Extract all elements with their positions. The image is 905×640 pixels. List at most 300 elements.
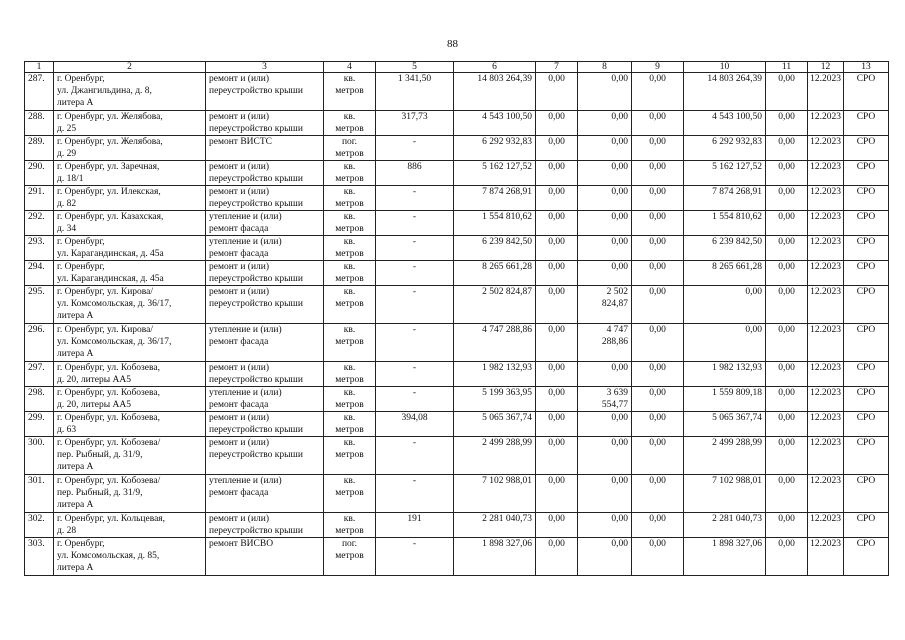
address-cell — [54, 513, 206, 538]
column-header: 12 — [808, 62, 844, 73]
value-cell-11: 0,00 — [766, 475, 808, 513]
address-cell-line: г. Оренбург, — [57, 74, 105, 84]
work-type-cell — [206, 161, 324, 186]
column-header: 5 — [376, 62, 454, 73]
quantity-cell: 191 — [376, 513, 454, 538]
unit-cell — [324, 286, 376, 324]
value-cell-11: 0,00 — [766, 538, 808, 576]
value-cell-9: 0,00 — [632, 437, 684, 475]
value-cell-10: 5 065 367,74 — [684, 412, 766, 437]
method-cell: СРО — [844, 324, 889, 362]
address-cell-line: литера А — [57, 563, 94, 573]
value-cell-11: 0,00 — [766, 513, 808, 538]
address-cell — [54, 161, 206, 186]
unit-cell — [324, 73, 376, 111]
address-cell — [54, 261, 206, 286]
value-cell-7: 0,00 — [536, 211, 578, 236]
address-cell-line: г. Оренбург, ул. Кобозева, — [57, 388, 160, 398]
table-row — [25, 73, 889, 111]
work-type-cell-line: утепление и (или) — [209, 325, 282, 335]
total-cost-cell: 7 102 988,01 — [454, 475, 536, 513]
unit-cell-line: метров — [335, 337, 364, 347]
quantity-cell: - — [376, 136, 454, 161]
total-cost-cell: 4 543 100,50 — [454, 111, 536, 136]
total-cost-cell: 8 265 661,28 — [454, 261, 536, 286]
unit-cell-line: кв. — [343, 237, 356, 247]
unit-cell-line: метров — [335, 149, 364, 159]
address-cell — [54, 186, 206, 211]
address-cell-line: д. 34 — [57, 224, 77, 234]
row-number-cell: 302. — [25, 513, 54, 538]
unit-cell-line: метров — [335, 86, 364, 96]
method-cell: СРО — [844, 362, 889, 387]
address-cell-line: г. Оренбург, — [57, 262, 105, 272]
unit-cell — [324, 111, 376, 136]
value-cell-8: 0,00 — [578, 513, 632, 538]
value-cell-7: 0,00 — [536, 387, 578, 412]
address-cell — [54, 412, 206, 437]
completion-date-cell: 12.2023 — [808, 387, 844, 412]
address-cell-line: г. Оренбург, ул. Кобозева, — [57, 363, 160, 373]
work-type-cell — [206, 538, 324, 576]
completion-date-cell: 12.2023 — [808, 538, 844, 576]
work-type-cell-line: переустройство крыши — [209, 299, 303, 309]
quantity-cell: - — [376, 211, 454, 236]
unit-cell-line: метров — [335, 450, 364, 460]
row-number-cell: 301. — [25, 475, 54, 513]
method-cell: СРО — [844, 475, 889, 513]
work-type-cell-line: утепление и (или) — [209, 388, 282, 398]
value-cell-7: 0,00 — [536, 161, 578, 186]
completion-date-cell: 12.2023 — [808, 211, 844, 236]
address-cell-line: ул. Карагандинская, д. 45а — [57, 249, 164, 259]
unit-cell-line: кв. — [343, 262, 356, 272]
value-cell-8: 0,00 — [578, 475, 632, 513]
work-type-cell-line: переустройство крыши — [209, 124, 303, 134]
completion-date-cell: 12.2023 — [808, 236, 844, 261]
row-number-cell: 288. — [25, 111, 54, 136]
value-cell-10: 6 239 842,50 — [684, 236, 766, 261]
quantity-cell: - — [376, 362, 454, 387]
address-cell-line: г. Оренбург, ул. Кобозева/ — [57, 438, 161, 448]
value-cell-10: 1 554 810,62 — [684, 211, 766, 236]
unit-cell-line: кв. — [343, 325, 356, 335]
address-cell-line: д. 82 — [57, 199, 77, 209]
value-cell-10: 7 102 988,01 — [684, 475, 766, 513]
address-cell — [54, 111, 206, 136]
address-cell — [54, 475, 206, 513]
completion-date-cell: 12.2023 — [808, 73, 844, 111]
unit-cell-line: метров — [335, 274, 364, 284]
value-cell-10: 14 803 264,39 — [684, 73, 766, 111]
address-cell — [54, 236, 206, 261]
row-number-cell: 292. — [25, 211, 54, 236]
total-cost-cell: 1 554 810,62 — [454, 211, 536, 236]
value-cell-8: 0,00 — [578, 261, 632, 286]
value-cell-9: 0,00 — [632, 111, 684, 136]
value-cell-10: 5 162 127,52 — [684, 161, 766, 186]
address-cell — [54, 362, 206, 387]
value-cell-7: 0,00 — [536, 324, 578, 362]
total-cost-cell: 6 292 932,83 — [454, 136, 536, 161]
value-cell-9: 0,00 — [632, 513, 684, 538]
unit-cell-line: метров — [335, 551, 364, 561]
quantity-cell: - — [376, 538, 454, 576]
table-row — [25, 437, 889, 475]
unit-cell-line: кв. — [343, 514, 356, 524]
work-type-cell-line: ремонт и (или) — [209, 74, 270, 84]
work-type-cell — [206, 362, 324, 387]
value-cell-11: 0,00 — [766, 362, 808, 387]
value-cell-9: 0,00 — [632, 236, 684, 261]
unit-cell-line: кв. — [343, 388, 356, 398]
address-cell-line: г. Оренбург, ул. Кольцевая, — [57, 514, 166, 524]
work-type-cell — [206, 136, 324, 161]
quantity-cell: - — [376, 261, 454, 286]
value-cell-11: 0,00 — [766, 387, 808, 412]
address-cell-line: г. Оренбург, ул. Кирова/ — [57, 325, 153, 335]
work-type-cell-line: ремонт и (или) — [209, 514, 270, 524]
quantity-cell: - — [376, 236, 454, 261]
quantity-cell: - — [376, 286, 454, 324]
work-type-cell-line: переустройство крыши — [209, 199, 303, 209]
work-type-cell-line: переустройство крыши — [209, 375, 303, 385]
address-cell — [54, 437, 206, 475]
method-cell: СРО — [844, 286, 889, 324]
work-type-cell-line: утепление и (или) — [209, 476, 282, 486]
total-cost-cell: 2 281 040,73 — [454, 513, 536, 538]
value-cell-9: 0,00 — [632, 161, 684, 186]
value-cell-7: 0,00 — [536, 73, 578, 111]
table-row — [25, 324, 889, 362]
row-number-cell: 287. — [25, 73, 54, 111]
unit-cell-line: кв. — [343, 287, 356, 297]
work-type-cell — [206, 513, 324, 538]
unit-cell-line: кв. — [343, 476, 356, 486]
unit-cell — [324, 261, 376, 286]
unit-cell — [324, 387, 376, 412]
address-cell-line: ул. Джангильдина, д. 8, — [57, 86, 152, 96]
unit-cell-line: метров — [335, 400, 364, 410]
value-cell-8: 4 747 288,86 — [578, 324, 632, 362]
table-row — [25, 211, 889, 236]
value-cell-9: 0,00 — [632, 211, 684, 236]
address-cell-line: д. 18/1 — [57, 174, 84, 184]
address-cell-line: литера А — [57, 311, 94, 321]
value-cell-8: 0,00 — [578, 412, 632, 437]
address-cell-line: г. Оренбург, ул. Заречная, — [57, 162, 160, 172]
address-cell-line: д. 20, литеры АА5 — [57, 400, 132, 410]
unit-cell-line: кв. — [343, 74, 356, 84]
value-cell-8: 0,00 — [578, 161, 632, 186]
method-cell: СРО — [844, 161, 889, 186]
quantity-cell: - — [376, 387, 454, 412]
value-cell-11: 0,00 — [766, 437, 808, 475]
table-row — [25, 362, 889, 387]
value-cell-7: 0,00 — [536, 362, 578, 387]
completion-date-cell: 12.2023 — [808, 324, 844, 362]
unit-cell-line: пог. — [341, 539, 358, 549]
work-type-cell — [206, 186, 324, 211]
value-cell-8: 0,00 — [578, 186, 632, 211]
column-header: 3 — [206, 62, 324, 73]
row-number-cell: 298. — [25, 387, 54, 412]
work-type-cell-line: ремонт ВИСВО — [209, 539, 274, 549]
work-type-cell-line: ремонт и (или) — [209, 363, 270, 373]
unit-cell — [324, 437, 376, 475]
method-cell: СРО — [844, 387, 889, 412]
address-cell-line: г. Оренбург, ул. Казахская, — [57, 212, 164, 222]
value-cell-11: 0,00 — [766, 286, 808, 324]
value-cell-7: 0,00 — [536, 261, 578, 286]
value-cell-8: 0,00 — [578, 437, 632, 475]
value-cell-9: 0,00 — [632, 475, 684, 513]
address-cell-line: д. 29 — [57, 149, 77, 159]
work-type-cell — [206, 286, 324, 324]
address-cell — [54, 286, 206, 324]
method-cell: СРО — [844, 412, 889, 437]
value-cell-11: 0,00 — [766, 161, 808, 186]
address-cell-line: пер. Рыбный, д. 31/9, — [57, 450, 143, 460]
work-type-cell-line: ремонт и (или) — [209, 162, 270, 172]
quantity-cell: 1 341,50 — [376, 73, 454, 111]
value-cell-10: 4 543 100,50 — [684, 111, 766, 136]
unit-cell-line: кв. — [343, 162, 356, 172]
method-cell: СРО — [844, 111, 889, 136]
value-cell-7: 0,00 — [536, 136, 578, 161]
unit-cell — [324, 362, 376, 387]
total-cost-cell: 5 065 367,74 — [454, 412, 536, 437]
method-cell: СРО — [844, 513, 889, 538]
column-header: 11 — [766, 62, 808, 73]
unit-cell-line: метров — [335, 299, 364, 309]
work-type-cell — [206, 412, 324, 437]
work-type-cell-line: переустройство крыши — [209, 274, 303, 284]
work-type-cell-line: переустройство крыши — [209, 526, 303, 536]
address-cell-line: г. Оренбург, — [57, 539, 105, 549]
total-cost-cell: 7 874 268,91 — [454, 186, 536, 211]
table-row — [25, 412, 889, 437]
work-type-cell — [206, 261, 324, 286]
work-type-cell-line: ремонт ВИСТС — [209, 137, 273, 147]
quantity-cell: - — [376, 186, 454, 211]
table-row — [25, 136, 889, 161]
table-row — [25, 387, 889, 412]
table-row — [25, 475, 889, 513]
method-cell: СРО — [844, 73, 889, 111]
quantity-cell: - — [376, 324, 454, 362]
work-type-cell-line: ремонт фасада — [209, 488, 269, 498]
unit-cell-line: метров — [335, 488, 364, 498]
value-cell-8: 0,00 — [578, 236, 632, 261]
unit-cell-line: метров — [335, 249, 364, 259]
quantity-cell: 394,08 — [376, 412, 454, 437]
address-cell — [54, 387, 206, 412]
value-cell-8: 0,00 — [578, 111, 632, 136]
value-cell-8: 0,00 — [578, 73, 632, 111]
completion-date-cell: 12.2023 — [808, 261, 844, 286]
unit-cell-line: кв. — [343, 212, 356, 222]
work-type-cell-line: ремонт и (или) — [209, 438, 270, 448]
column-header: 8 — [578, 62, 632, 73]
total-cost-cell: 5 199 363,95 — [454, 387, 536, 412]
method-cell: СРО — [844, 236, 889, 261]
address-cell — [54, 324, 206, 362]
unit-cell — [324, 538, 376, 576]
unit-cell — [324, 161, 376, 186]
value-cell-10: 1 559 809,18 — [684, 387, 766, 412]
value-cell-9: 0,00 — [632, 261, 684, 286]
unit-cell-line: кв. — [343, 363, 356, 373]
value-cell-9: 0,00 — [632, 324, 684, 362]
work-type-cell-line: утепление и (или) — [209, 237, 282, 247]
value-cell-11: 0,00 — [766, 211, 808, 236]
value-cell-7: 0,00 — [536, 538, 578, 576]
row-number-cell: 289. — [25, 136, 54, 161]
value-cell-11: 0,00 — [766, 73, 808, 111]
value-cell-11: 0,00 — [766, 186, 808, 211]
value-cell-7: 0,00 — [536, 475, 578, 513]
table-row — [25, 513, 889, 538]
total-cost-cell: 14 803 264,39 — [454, 73, 536, 111]
address-cell-line: д. 25 — [57, 124, 77, 134]
completion-date-cell: 12.2023 — [808, 412, 844, 437]
row-number-cell: 294. — [25, 261, 54, 286]
unit-cell — [324, 186, 376, 211]
address-cell-line: литера А — [57, 349, 94, 359]
completion-date-cell: 12.2023 — [808, 286, 844, 324]
unit-cell — [324, 513, 376, 538]
value-cell-10: 1 982 132,93 — [684, 362, 766, 387]
value-cell-10: 0,00 — [684, 324, 766, 362]
value-cell-9: 0,00 — [632, 362, 684, 387]
row-number-cell: 293. — [25, 236, 54, 261]
address-cell-line: г. Оренбург, ул. Желябова, — [57, 112, 163, 122]
unit-cell-line: пог. — [341, 137, 358, 147]
value-cell-8: 3 639 554,77 — [578, 387, 632, 412]
value-cell-9: 0,00 — [632, 538, 684, 576]
address-cell — [54, 73, 206, 111]
completion-date-cell: 12.2023 — [808, 136, 844, 161]
work-type-cell-line: переустройство крыши — [209, 425, 303, 435]
address-cell-line: ул. Комсомольская, д. 36/17, — [57, 299, 172, 309]
completion-date-cell: 12.2023 — [808, 161, 844, 186]
completion-date-cell: 12.2023 — [808, 186, 844, 211]
work-type-cell-line: ремонт и (или) — [209, 187, 270, 197]
unit-cell — [324, 412, 376, 437]
work-type-cell-line: ремонт фасада — [209, 337, 269, 347]
work-type-cell — [206, 475, 324, 513]
value-cell-8: 2 502 824,87 — [578, 286, 632, 324]
completion-date-cell: 12.2023 — [808, 111, 844, 136]
quantity-cell: - — [376, 475, 454, 513]
unit-cell-line: метров — [335, 199, 364, 209]
unit-cell-line: кв. — [343, 112, 356, 122]
work-type-cell — [206, 387, 324, 412]
value-cell-8: 0,00 — [578, 211, 632, 236]
page-number: 88 — [447, 38, 458, 50]
work-type-cell-line: ремонт и (или) — [209, 262, 270, 272]
value-cell-9: 0,00 — [632, 412, 684, 437]
total-cost-cell: 2 502 824,87 — [454, 286, 536, 324]
address-cell-line: д. 63 — [57, 425, 77, 435]
address-cell-line: г. Оренбург, ул. Илекская, — [57, 187, 161, 197]
column-header: 1 — [25, 62, 54, 73]
work-type-cell-line: переустройство крыши — [209, 174, 303, 184]
address-cell — [54, 136, 206, 161]
value-cell-9: 0,00 — [632, 136, 684, 161]
method-cell: СРО — [844, 538, 889, 576]
method-cell: СРО — [844, 186, 889, 211]
total-cost-cell: 1 982 132,93 — [454, 362, 536, 387]
unit-cell-line: кв. — [343, 438, 356, 448]
address-cell-line: д. 20, литеры АА5 — [57, 375, 132, 385]
table-row — [25, 538, 889, 576]
work-type-cell — [206, 437, 324, 475]
row-number-cell: 296. — [25, 324, 54, 362]
quantity-cell: 886 — [376, 161, 454, 186]
row-number-cell: 290. — [25, 161, 54, 186]
address-cell-line: г. Оренбург, ул. Кобозева/ — [57, 476, 161, 486]
completion-date-cell: 12.2023 — [808, 513, 844, 538]
table-row — [25, 261, 889, 286]
unit-cell — [324, 236, 376, 261]
unit-cell-line: метров — [335, 425, 364, 435]
value-cell-7: 0,00 — [536, 513, 578, 538]
address-cell-line: литера А — [57, 500, 94, 510]
address-cell-line: ул. Комсомольская, д. 85, — [57, 551, 160, 561]
row-number-cell: 300. — [25, 437, 54, 475]
unit-cell — [324, 136, 376, 161]
method-cell: СРО — [844, 136, 889, 161]
value-cell-9: 0,00 — [632, 286, 684, 324]
column-header: 6 — [454, 62, 536, 73]
unit-cell-line: метров — [335, 124, 364, 134]
total-cost-cell: 4 747 288,86 — [454, 324, 536, 362]
value-cell-10: 2 281 040,73 — [684, 513, 766, 538]
unit-cell-line: метров — [335, 224, 364, 234]
value-cell-11: 0,00 — [766, 261, 808, 286]
address-cell-line: г. Оренбург, ул. Желябова, — [57, 137, 163, 147]
value-cell-7: 0,00 — [536, 111, 578, 136]
row-number-cell: 291. — [25, 186, 54, 211]
value-cell-7: 0,00 — [536, 437, 578, 475]
work-type-cell — [206, 73, 324, 111]
value-cell-9: 0,00 — [632, 73, 684, 111]
address-cell-line: ул. Карагандинская, д. 45а — [57, 274, 164, 284]
row-number-cell: 295. — [25, 286, 54, 324]
value-cell-11: 0,00 — [766, 111, 808, 136]
work-type-cell-line: ремонт и (или) — [209, 287, 270, 297]
unit-cell — [324, 475, 376, 513]
value-cell-8: 0,00 — [578, 538, 632, 576]
work-type-cell-line: переустройство крыши — [209, 450, 303, 460]
address-cell-line: литера А — [57, 98, 94, 108]
work-type-cell-line: ремонт фасада — [209, 249, 269, 259]
value-cell-8: 0,00 — [578, 136, 632, 161]
value-cell-9: 0,00 — [632, 186, 684, 211]
unit-cell — [324, 324, 376, 362]
value-cell-7: 0,00 — [536, 186, 578, 211]
value-cell-7: 0,00 — [536, 236, 578, 261]
column-header: 4 — [324, 62, 376, 73]
table-row — [25, 161, 889, 186]
address-cell-line: д. 28 — [57, 526, 77, 536]
row-number-cell: 299. — [25, 412, 54, 437]
address-cell-line: ул. Комсомольская, д. 36/17, — [57, 337, 172, 347]
value-cell-10: 6 292 932,83 — [684, 136, 766, 161]
address-cell — [54, 211, 206, 236]
